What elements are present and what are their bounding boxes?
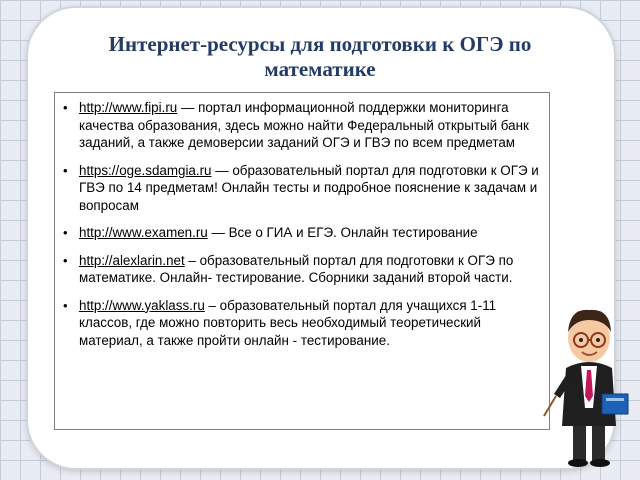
teacher-leg-right — [592, 420, 605, 462]
teacher-eye-left — [579, 338, 583, 342]
teacher-pointer — [544, 396, 556, 416]
resource-description: – образовательный портал для учащихся 1-11 классов, где можно повторить весь необходимый теоретический материал, а также пройти онлайн - тестирование. — [79, 297, 497, 348]
bullet-icon: • — [63, 252, 68, 268]
teacher-illustration — [540, 290, 640, 470]
bullet-icon: • — [63, 162, 68, 178]
resource-item-examen — [63, 224, 541, 242]
link-alexlarin[interactable]: http://alexlarin.net — [79, 252, 185, 268]
teacher-book — [602, 394, 628, 414]
resource-item-sdamgia — [63, 162, 541, 215]
resource-list — [55, 93, 549, 349]
resource-item-yaklass — [63, 297, 541, 350]
teacher-shoe-left — [568, 459, 588, 467]
resource-description: — портал информационной поддержки мониторинга качества образования, здесь можно найти Федеральный открытый банк заданий, а также демоверсии заданий ОГЭ и ГВЭ по всем предметам — [79, 100, 529, 150]
resource-description: — Все о ГИА и ЕГЭ. Онлайн тестирование — [207, 225, 478, 240]
resource-item-fipi — [63, 99, 541, 152]
teacher-shoe-right — [590, 459, 610, 467]
resources-box — [54, 92, 550, 430]
resource-description: – образовательный портал для подготовки к ОГЭ по математике. Онлайн- тестирование. Сборники заданий второй части. — [79, 252, 514, 285]
teacher-leg-left — [573, 420, 586, 462]
bullet-icon: • — [63, 297, 68, 313]
resource-item-alexlarin — [63, 252, 541, 287]
bullet-icon: • — [63, 225, 68, 240]
link-examen[interactable]: http://www.examen.ru — [79, 225, 208, 240]
link-sdamgia[interactable]: https://oge.sdamgia.ru — [79, 162, 212, 178]
link-fipi[interactable]: http://www.fipi.ru — [79, 100, 178, 115]
teacher-eye-right — [596, 338, 600, 342]
bullet-icon: • — [63, 100, 68, 115]
teacher-book-label — [606, 398, 624, 401]
link-yaklass[interactable]: http://www.yaklass.ru — [79, 297, 205, 313]
slide-title: Интернет-ресурсы для подготовки к ОГЭ по математике — [108, 32, 532, 81]
resource-description: — образовательный портал для подготовки к ОГЭ и ГВЭ по 14 предметам! Онлайн тесты и подробное пояснение к задачам и вопросам — [79, 162, 539, 213]
